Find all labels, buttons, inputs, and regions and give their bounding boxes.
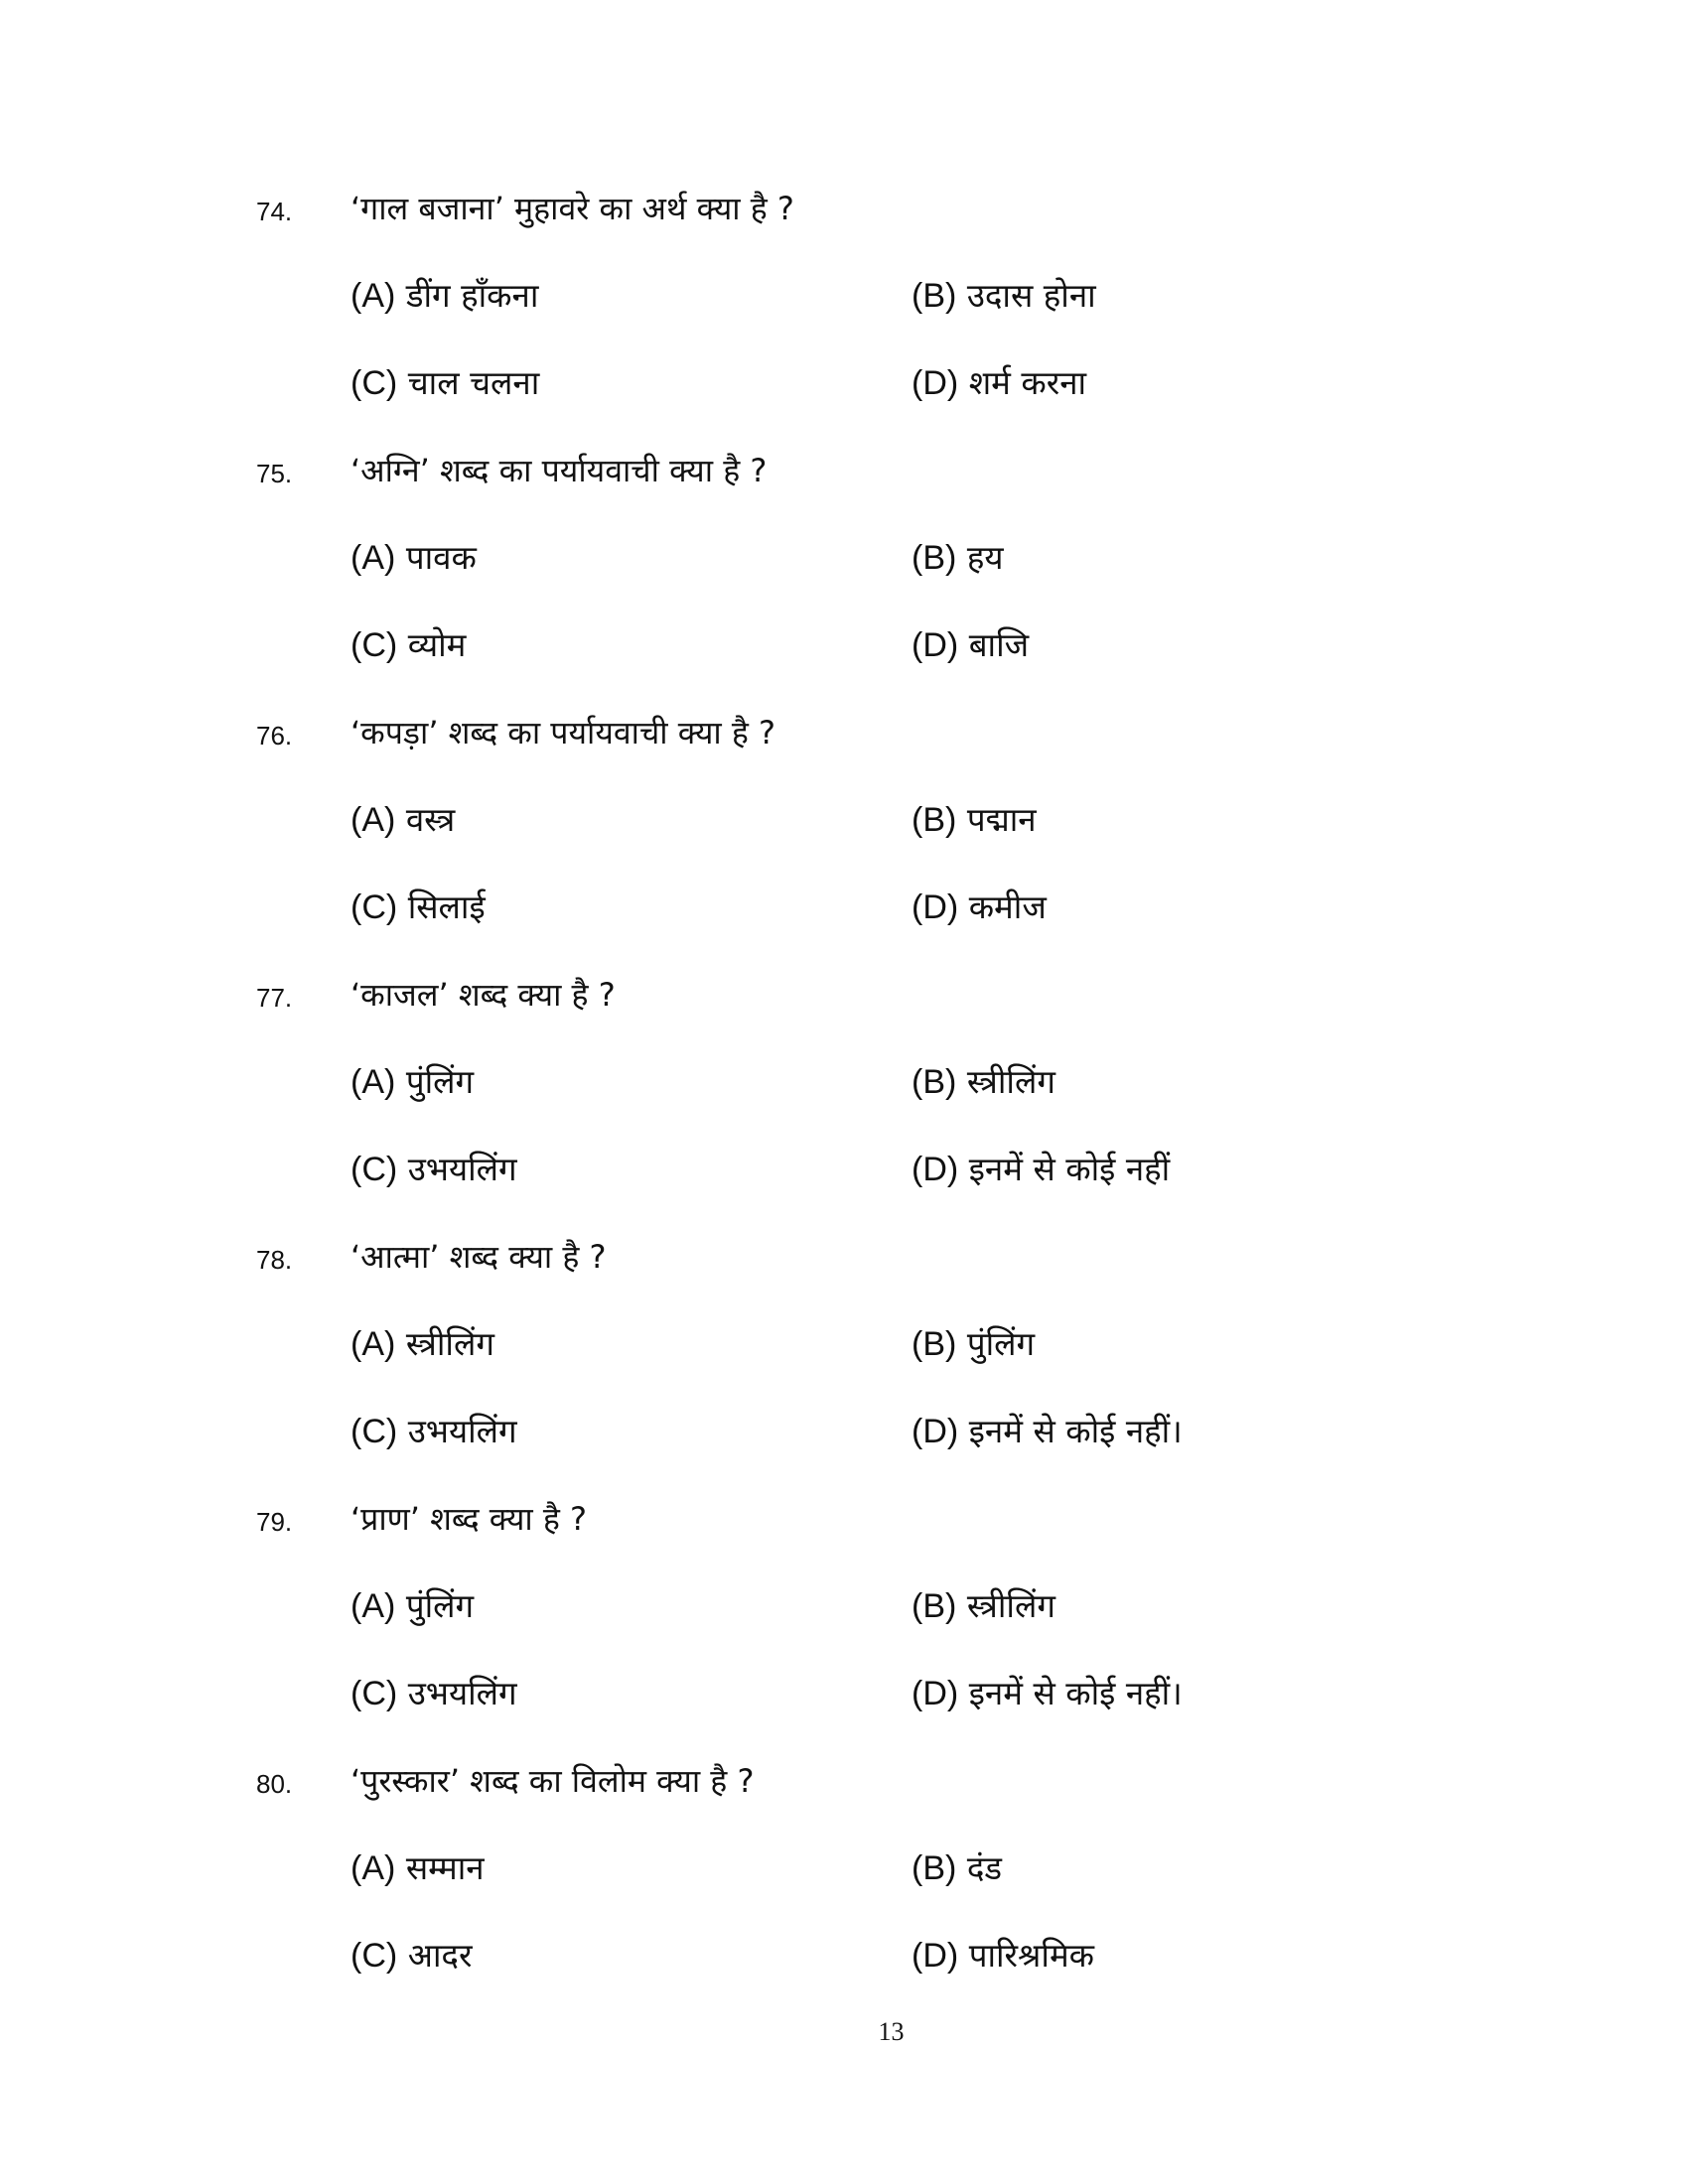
question-text: ‘काजल’ शब्द क्या है ? bbox=[351, 976, 616, 1014]
option-a bbox=[351, 1848, 485, 1888]
question-text: ‘पुरस्कार’ शब्द का विलोम क्या है ? bbox=[351, 1762, 755, 1800]
option-c bbox=[351, 1412, 517, 1451]
option-text: हय bbox=[966, 538, 1004, 577]
option-text: शर्म करना bbox=[968, 363, 1087, 402]
question-number: 77. bbox=[256, 983, 293, 1013]
option-letter: (B) bbox=[912, 1063, 957, 1101]
question-number: 76. bbox=[256, 721, 293, 751]
option-letter: (A) bbox=[351, 1063, 396, 1101]
option-c bbox=[351, 1674, 517, 1713]
option-letter: (B) bbox=[912, 539, 957, 577]
option-letter: (A) bbox=[351, 1325, 396, 1363]
option-a bbox=[351, 276, 538, 316]
option-text: स्त्रीलिंग bbox=[405, 1324, 494, 1363]
option-letter: (B) bbox=[912, 1325, 957, 1363]
option-letter: (D) bbox=[912, 1151, 959, 1188]
option-letter: (C) bbox=[351, 626, 398, 664]
option-text: बाजि bbox=[968, 625, 1030, 664]
question-block bbox=[0, 1761, 1688, 2029]
option-c bbox=[351, 625, 466, 665]
option-b bbox=[912, 276, 1096, 316]
option-letter: (A) bbox=[351, 801, 396, 839]
option-text: पुंलिंग bbox=[405, 1062, 475, 1101]
option-letter: (C) bbox=[351, 888, 398, 926]
option-d bbox=[912, 1674, 1183, 1713]
option-text: पारिश्रमिक bbox=[968, 1936, 1095, 1975]
question-number: 79. bbox=[256, 1507, 293, 1537]
question-block bbox=[0, 713, 1688, 981]
option-text: उभयलिंग bbox=[407, 1150, 517, 1188]
option-text: इनमें से कोई नहीं। bbox=[968, 1412, 1183, 1450]
option-c bbox=[351, 1150, 517, 1189]
option-b bbox=[912, 800, 1037, 840]
option-letter: (D) bbox=[912, 1675, 959, 1712]
option-text: स्त्रीलिंग bbox=[966, 1062, 1055, 1101]
option-text: इनमें से कोई नहीं bbox=[968, 1150, 1171, 1188]
option-text: कमीज bbox=[968, 887, 1047, 926]
option-b bbox=[912, 1848, 1002, 1888]
option-a bbox=[351, 800, 455, 840]
option-b bbox=[912, 1324, 1035, 1364]
option-a bbox=[351, 1324, 494, 1364]
option-letter: (C) bbox=[351, 1413, 398, 1450]
option-d bbox=[912, 625, 1029, 665]
option-text: व्योम bbox=[407, 625, 467, 664]
option-text: स्त्रीलिंग bbox=[966, 1586, 1055, 1625]
option-text: सिलाई bbox=[407, 887, 486, 926]
option-d bbox=[912, 1412, 1183, 1451]
option-a bbox=[351, 1586, 474, 1626]
option-letter: (D) bbox=[912, 364, 959, 402]
option-c bbox=[351, 363, 539, 403]
option-letter: (D) bbox=[912, 1413, 959, 1450]
option-letter: (A) bbox=[351, 277, 396, 315]
question-text: ‘कपड़ा’ शब्द का पर्यायवाची क्या है ? bbox=[351, 714, 776, 751]
option-c bbox=[351, 887, 486, 927]
question-text: ‘अग्नि’ शब्द का पर्यायवाची क्या है ? bbox=[351, 452, 768, 489]
option-letter: (C) bbox=[351, 364, 398, 402]
option-d bbox=[912, 1150, 1170, 1189]
option-b bbox=[912, 1586, 1055, 1626]
option-text: चाल चलना bbox=[407, 363, 540, 402]
question-number: 75. bbox=[256, 459, 293, 488]
option-d bbox=[912, 1936, 1094, 1976]
option-text: डींग हाँकना bbox=[405, 276, 539, 315]
option-text: दंड bbox=[966, 1848, 1003, 1887]
option-text: उभयलिंग bbox=[407, 1412, 517, 1450]
option-b bbox=[912, 1062, 1055, 1102]
option-letter: (B) bbox=[912, 1587, 957, 1625]
option-text: पावक bbox=[405, 538, 477, 577]
question-text: ‘गाल बजाना’ मुहावरे का अर्थ क्या है ? bbox=[351, 190, 794, 227]
option-letter: (D) bbox=[912, 1937, 959, 1975]
option-letter: (B) bbox=[912, 801, 957, 839]
option-text: पद्मान bbox=[966, 800, 1037, 839]
option-letter: (B) bbox=[912, 1849, 957, 1887]
option-text: उभयलिंग bbox=[407, 1674, 517, 1712]
question-block bbox=[0, 451, 1688, 719]
option-letter: (D) bbox=[912, 888, 959, 926]
option-text: उदास होना bbox=[966, 276, 1096, 315]
question-number: 74. bbox=[256, 197, 293, 226]
question-number: 78. bbox=[256, 1245, 293, 1275]
option-c bbox=[351, 1936, 472, 1976]
question-block bbox=[0, 189, 1688, 457]
option-b bbox=[912, 538, 1004, 578]
option-d bbox=[912, 363, 1086, 403]
question-text: ‘प्राण’ शब्द क्या है ? bbox=[351, 1500, 588, 1538]
option-text: पुंलिंग bbox=[966, 1324, 1036, 1363]
option-a bbox=[351, 1062, 474, 1102]
option-letter: (C) bbox=[351, 1675, 398, 1712]
option-text: आदर bbox=[407, 1936, 473, 1975]
option-text: इनमें से कोई नहीं। bbox=[968, 1674, 1183, 1712]
option-letter: (D) bbox=[912, 626, 959, 664]
option-letter: (A) bbox=[351, 539, 396, 577]
question-text: ‘आत्मा’ शब्द क्या है ? bbox=[351, 1238, 607, 1276]
option-text: सम्मान bbox=[405, 1848, 485, 1887]
option-letter: (C) bbox=[351, 1151, 398, 1188]
page-number: 13 bbox=[878, 2017, 905, 2046]
question-number: 80. bbox=[256, 1769, 293, 1799]
option-a bbox=[351, 538, 477, 578]
question-block bbox=[0, 1237, 1688, 1505]
option-text: वस्त्र bbox=[405, 800, 456, 839]
option-letter: (C) bbox=[351, 1937, 398, 1975]
option-text: पुंलिंग bbox=[405, 1586, 475, 1625]
question-block bbox=[0, 1499, 1688, 1767]
option-letter: (A) bbox=[351, 1587, 396, 1625]
question-block bbox=[0, 975, 1688, 1243]
option-letter: (A) bbox=[351, 1849, 396, 1887]
option-letter: (B) bbox=[912, 277, 957, 315]
option-d bbox=[912, 887, 1047, 927]
